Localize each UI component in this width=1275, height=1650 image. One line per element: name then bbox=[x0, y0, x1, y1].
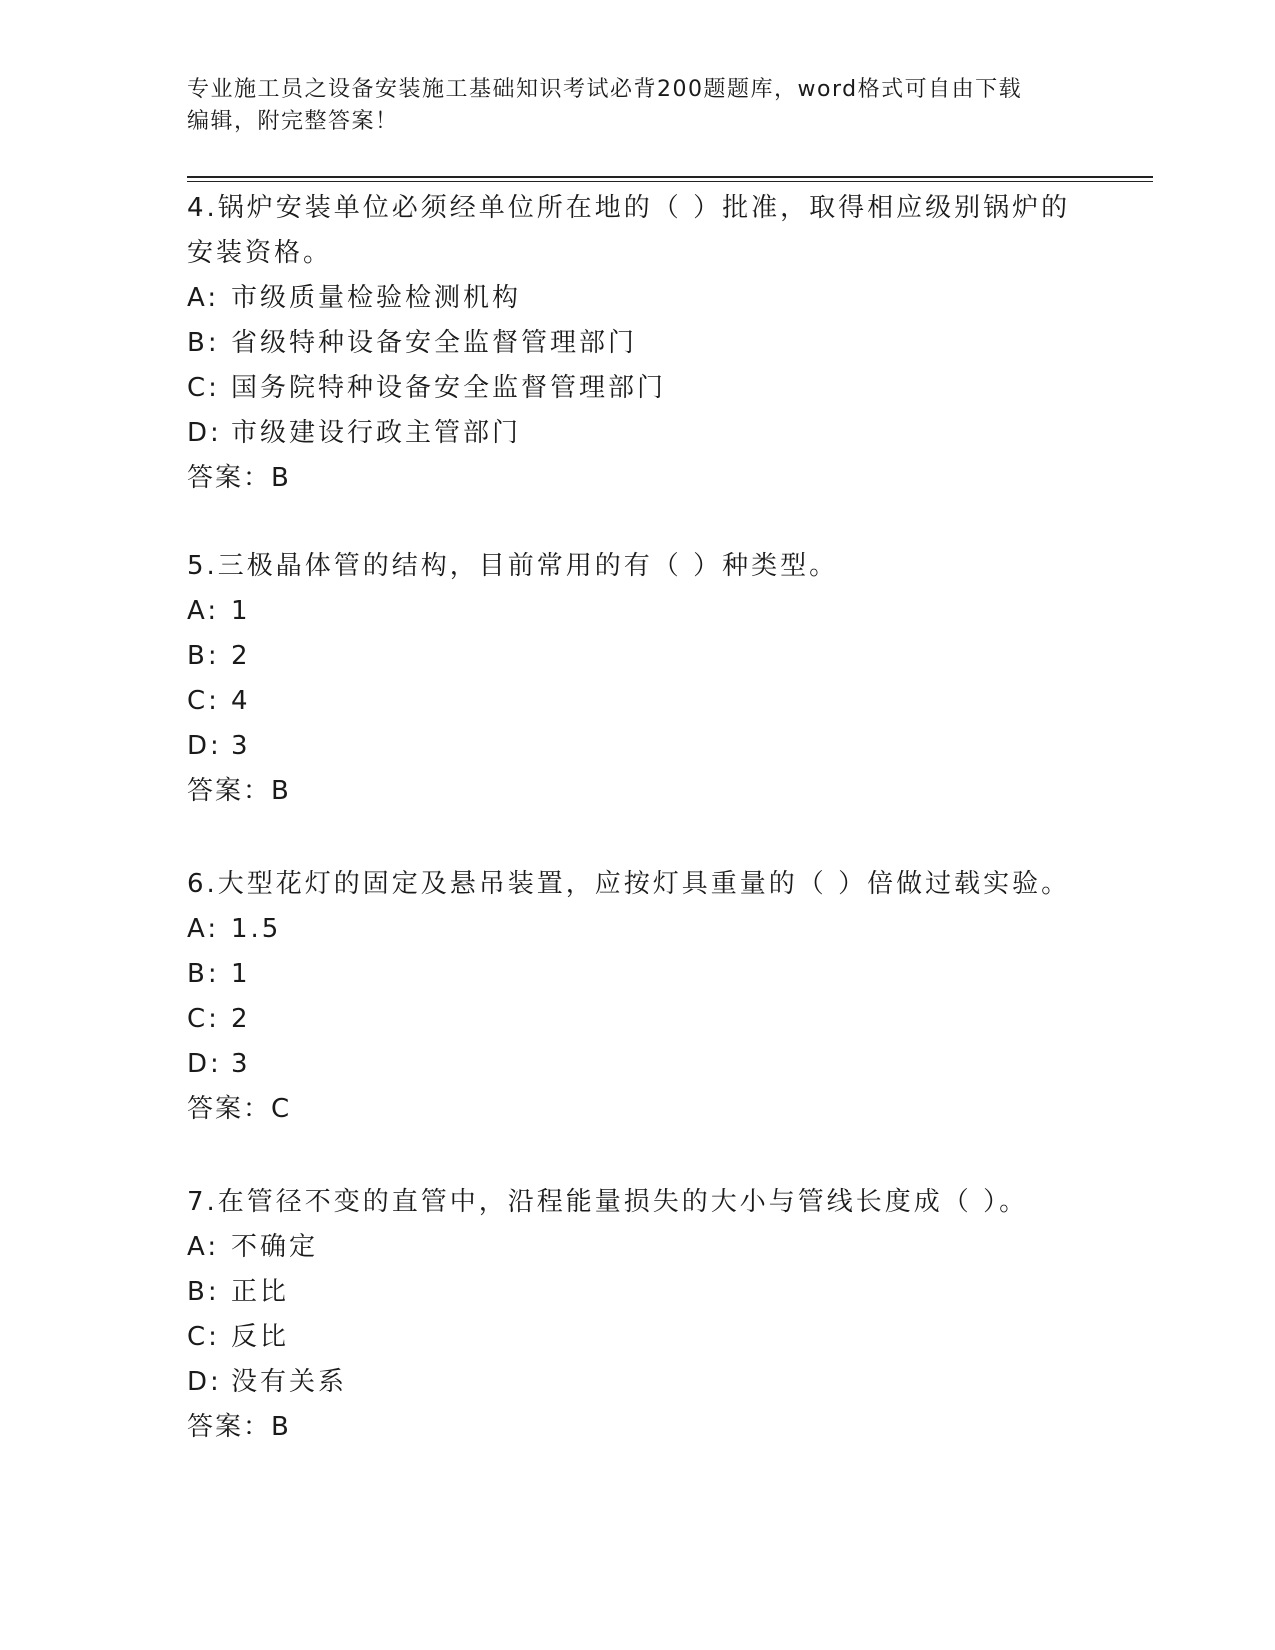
header-divider bbox=[187, 176, 1153, 182]
header-line-2: 编辑，附完整答案！ bbox=[187, 109, 399, 134]
option-letter: A: bbox=[187, 914, 220, 944]
option-d bbox=[187, 411, 1087, 456]
option-letter: C: bbox=[187, 1322, 220, 1352]
option-letter: A: bbox=[187, 596, 220, 626]
question-stem-continued: 安装资格。 bbox=[187, 238, 333, 268]
question-stem: 4.锅炉安装单位必须经单位所在地的（ ）批准，取得相应级别锅炉的 bbox=[187, 193, 1071, 223]
option-b bbox=[187, 321, 1087, 366]
option-c bbox=[187, 1315, 1087, 1360]
option-text: 市级建设行政主管部门 bbox=[231, 418, 522, 448]
option-text: 2 bbox=[231, 1004, 251, 1034]
option-a bbox=[187, 589, 1087, 634]
option-a bbox=[187, 907, 1087, 952]
option-b bbox=[187, 952, 1087, 997]
option-letter: D: bbox=[187, 1367, 222, 1397]
question-5 bbox=[187, 544, 1087, 814]
option-text: 市级质量检验检测机构 bbox=[231, 283, 522, 313]
option-letter: D: bbox=[187, 731, 222, 761]
question-7 bbox=[187, 1180, 1087, 1450]
option-text: 省级特种设备安全监督管理部门 bbox=[231, 328, 638, 358]
option-text: 正比 bbox=[231, 1277, 290, 1307]
option-c bbox=[187, 366, 1087, 411]
option-letter: B: bbox=[187, 641, 220, 671]
option-d bbox=[187, 1360, 1087, 1405]
header-line-1: 专业施工员之设备安装施工基础知识考试必背200题题库，word格式可自由下载 bbox=[187, 77, 1023, 102]
option-letter: B: bbox=[187, 328, 220, 358]
option-text: 不确定 bbox=[231, 1232, 319, 1262]
option-text: 1 bbox=[231, 959, 251, 989]
answer: 答案：B bbox=[187, 776, 291, 806]
option-text: 2 bbox=[231, 641, 251, 671]
option-letter: D: bbox=[187, 418, 222, 448]
answer: 答案：C bbox=[187, 1094, 292, 1124]
option-a bbox=[187, 1225, 1087, 1270]
question-stem: 7.在管径不变的直管中，沿程能量损失的大小与管线长度成（ ）。 bbox=[187, 1187, 1029, 1217]
option-d bbox=[187, 1042, 1087, 1087]
answer: 答案：B bbox=[187, 1412, 291, 1442]
document-header bbox=[187, 74, 1077, 138]
answer: 答案：B bbox=[187, 463, 291, 493]
option-b bbox=[187, 1270, 1087, 1315]
option-c bbox=[187, 997, 1087, 1042]
option-letter: B: bbox=[187, 959, 220, 989]
question-4 bbox=[187, 186, 1087, 501]
question-stem: 5.三极晶体管的结构，目前常用的有（ ）种类型。 bbox=[187, 551, 839, 581]
option-text: 4 bbox=[231, 686, 251, 716]
option-letter: C: bbox=[187, 373, 220, 403]
question-6 bbox=[187, 862, 1087, 1132]
option-letter: B: bbox=[187, 1277, 220, 1307]
option-letter: C: bbox=[187, 1004, 220, 1034]
option-b bbox=[187, 634, 1087, 679]
option-text: 3 bbox=[231, 1049, 251, 1079]
question-stem: 6.大型花灯的固定及悬吊装置，应按灯具重量的（ ）倍做过载实验。 bbox=[187, 869, 1071, 899]
option-letter: D: bbox=[187, 1049, 222, 1079]
option-letter: A: bbox=[187, 1232, 220, 1262]
option-text: 3 bbox=[231, 731, 251, 761]
option-a bbox=[187, 276, 1087, 321]
option-letter: A: bbox=[187, 283, 220, 313]
option-text: 没有关系 bbox=[231, 1367, 348, 1397]
option-text: 1 bbox=[231, 596, 251, 626]
option-d bbox=[187, 724, 1087, 769]
option-text: 1.5 bbox=[231, 914, 282, 944]
option-c bbox=[187, 679, 1087, 724]
option-letter: C: bbox=[187, 686, 220, 716]
option-text: 国务院特种设备安全监督管理部门 bbox=[231, 373, 667, 403]
option-text: 反比 bbox=[231, 1322, 290, 1352]
